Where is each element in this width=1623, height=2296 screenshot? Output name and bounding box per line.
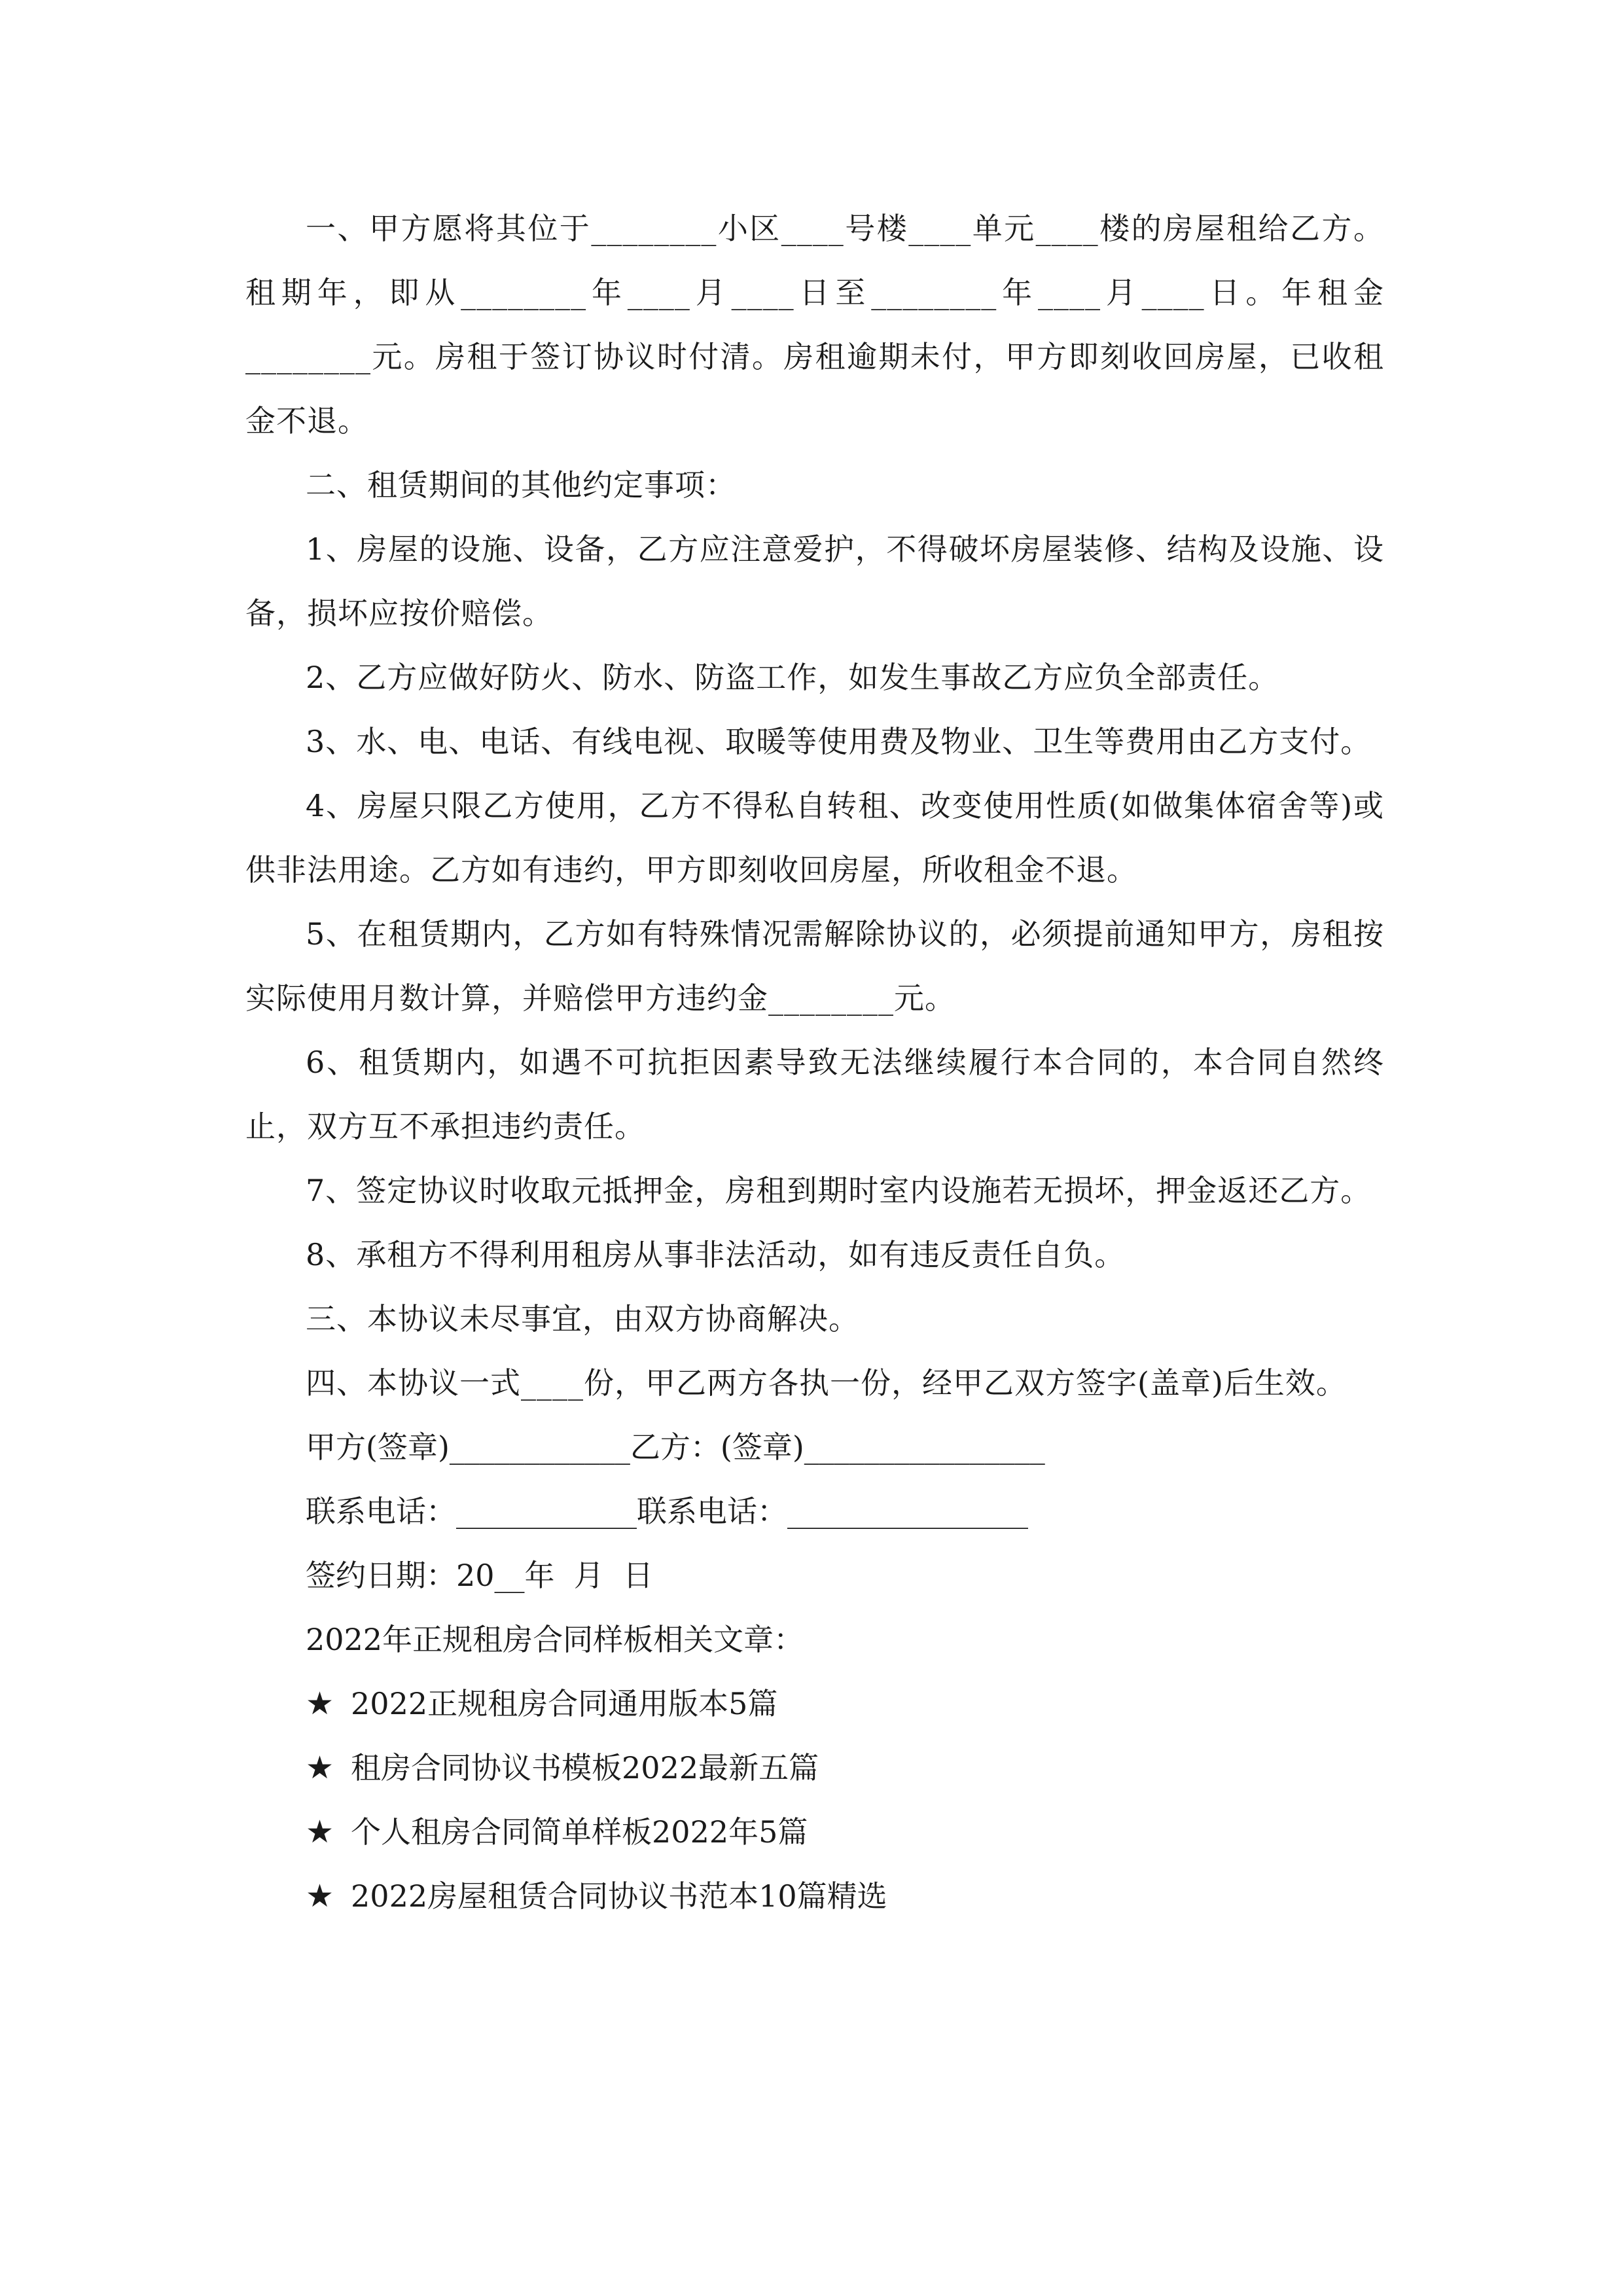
clause-2-item-6: 6、租赁期内，如遇不可抗拒因素导致无法继续履行本合同的，本合同自然终止，双方互不承担违约责任。 xyxy=(245,1045,1384,1144)
clause-2-item-4: 4、房屋只限乙方使用，乙方不得私自转租、改变使用性质(如做集体宿舍等)或供非法用途。乙方如有违约，甲方即刻收回房屋，所收租金不退。 xyxy=(245,788,1384,888)
clause-3: 三、本协议未尽事宜，由双方协商解决。 xyxy=(306,1301,859,1336)
clause-2-item-5: 5、在租赁期内，乙方如有特殊情况需解除协议的，必须提前通知甲方，房租按实际使用月数计算，并赔偿甲方违约金________元。 xyxy=(245,916,1384,1016)
star-icon: ★ xyxy=(306,1878,334,1914)
clause-2-heading: 二、租赁期间的其他约定事项： xyxy=(306,467,736,503)
clause-2-item-7: 7、签定协议时收取元抵押金，房租到期时室内设施若无损坏，押金返还乙方。 xyxy=(306,1173,1372,1208)
clause-4: 四、本协议一式____份，甲乙两方各执一份，经甲乙双方签字(盖章)后生效。 xyxy=(306,1365,1347,1401)
signature-party-line: 甲方(签章)____________乙方：(签章)________________ xyxy=(306,1429,1045,1465)
related-article-item[interactable] xyxy=(245,1864,1384,1928)
related-article-link[interactable]: 租房合同协议书模板2022最新五篇 xyxy=(351,1750,819,1785)
star-icon: ★ xyxy=(306,1685,334,1722)
document-page xyxy=(245,196,1384,1928)
clause-2-item-3: 3、水、电、电话、有线电视、取暖等使用费及物业、卫生等费用由乙方支付。 xyxy=(306,724,1372,759)
related-articles-title: 2022年正规租房合同样板相关文章： xyxy=(306,1622,804,1657)
related-article-item[interactable] xyxy=(245,1800,1384,1864)
signature-date-line: 签约日期：20__年 月 日 xyxy=(306,1558,654,1593)
related-article-link[interactable]: 个人租房合同简单样板2022年5篇 xyxy=(351,1814,808,1850)
related-article-item[interactable] xyxy=(245,1736,1384,1800)
star-icon: ★ xyxy=(306,1749,334,1786)
clause-2-item-8: 8、承租方不得利用租房从事非法活动，如有违反责任自负。 xyxy=(306,1237,1126,1272)
star-icon: ★ xyxy=(306,1814,334,1850)
clause-1: 一、甲方愿将其位于________小区____号楼____单元____楼的房屋租给乙方。租期年，即从________年____月____日至________年____月____日。年租金________元。房租于签订协议时付清。房租逾期未付，甲方即刻收回房屋，已收租金不退。 xyxy=(245,211,1385,439)
clause-2-item-2: 2、乙方应做好防火、防水、防盗工作，如发生事故乙方应负全部责任。 xyxy=(306,660,1279,695)
related-article-link[interactable]: 2022房屋租赁合同协议书范本10篇精选 xyxy=(351,1878,887,1914)
signature-phone-line: 联系电话：____________联系电话：________________ xyxy=(306,1494,1028,1529)
related-article-link[interactable]: 2022正规租房合同通用版本5篇 xyxy=(351,1686,778,1721)
clause-2-item-1: 1、房屋的设施、设备，乙方应注意爱护，不得破坏房屋装修、结构及设施、设备，损坏应按价赔偿。 xyxy=(245,531,1384,631)
related-article-item[interactable] xyxy=(245,1672,1384,1736)
related-articles-list xyxy=(245,1672,1384,1928)
